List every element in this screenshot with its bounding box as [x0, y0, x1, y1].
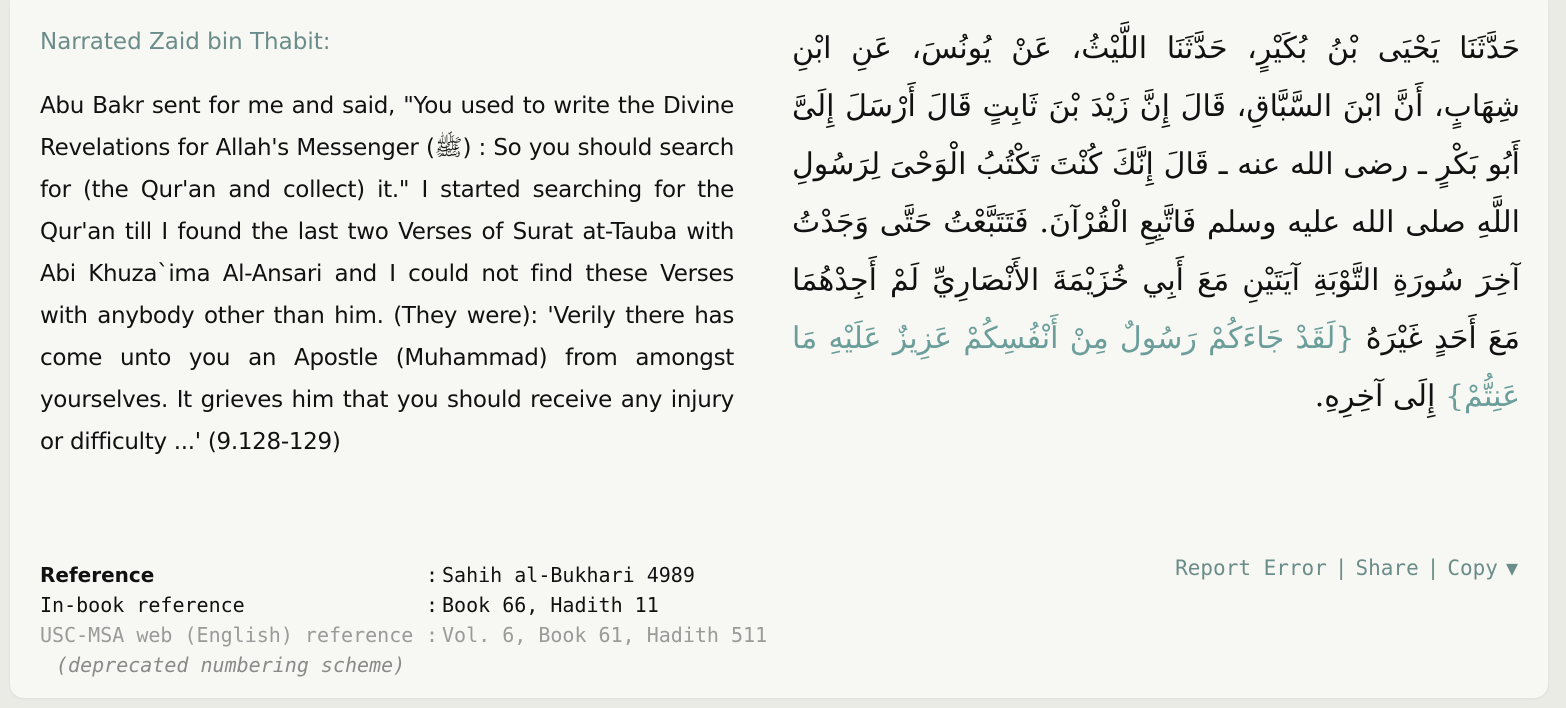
english-section	[40, 26, 734, 463]
in-book-reference-value: Book 66, Hadith 11	[442, 593, 659, 617]
copy-dropdown-icon[interactable]: ▼	[1505, 556, 1518, 580]
report-error-link[interactable]: Report Error	[1175, 556, 1327, 580]
usc-msa-reference-value: Vol. 6, Book 61, Hadith 511	[442, 623, 768, 647]
reference-label: Reference	[40, 563, 155, 587]
deprecated-numbering-note: (deprecated numbering scheme)	[56, 653, 406, 677]
english-hadith-text: Abu Bakr sent for me and said, "You used to write the Divine Revelations for Allah's Messenger (ﷺ) : So you should search for (the Qur'an and collect) it." I started searching for the Qur'an till I found the last two Verses of Surat at-Tauba with Abi Khuza`ima Al-Ansari and I could not find these Verses with anybody other than him. (They were): 'Verily there has come unto you an Apostle (Muhammad) from amongst yourselves. It grieves him that you should receive any injury or difficulty ...' (9.128-129)	[40, 93, 734, 455]
reference-row	[40, 560, 767, 590]
narrator-heading: Narrated Zaid bin Thabit:	[40, 29, 331, 55]
share-link[interactable]: Share	[1355, 556, 1419, 580]
in-book-reference-separator: :	[426, 593, 439, 617]
reference-separator: :	[426, 563, 439, 587]
arabic-section	[792, 20, 1520, 426]
action-separator: |	[1426, 556, 1440, 580]
in-book-reference-row	[40, 590, 767, 620]
usc-msa-reference-separator: :	[426, 623, 439, 647]
reference-value: Sahih al-Bukhari 4989	[442, 563, 695, 587]
copy-link[interactable]: Copy	[1447, 556, 1498, 580]
in-book-reference-label: In-book reference	[40, 593, 245, 617]
action-separator: |	[1334, 556, 1348, 580]
usc-msa-reference-row	[40, 620, 767, 650]
arabic-quran-quote: {لَقَدْ جَاءَكُمْ رَسُولٌ مِنْ أَنْفُسِكُمْ عَزِيزٌ عَلَيْهِ مَا عَنِتُّمْ}	[792, 321, 1520, 414]
hadith-card	[10, 0, 1548, 698]
arabic-hadith-tail: إِلَى آخِرِهِ.	[1314, 379, 1436, 414]
hadith-actions	[1175, 556, 1518, 580]
arabic-hadith-text: حَدَّثَنَا يَحْيَى بْنُ بُكَيْرٍ، حَدَّثَنَا اللَّيْثُ، عَنْ يُونُسَ، عَنِ ابْنِ شِهَابٍ، أَنَّ ابْنَ السَّبَّاقِ، قَالَ إِنَّ زَيْدَ بْنَ ثَابِتٍ قَالَ أَرْسَلَ إِلَىَّ أَبُو بَكْرٍ ـ رضى الله عنه ـ قَالَ إِنَّكَ كُنْتَ تَكْتُبُ الْوَحْىَ لِرَسُولِ اللَّهِ صلى الله عليه وسلم فَاتَّبِعِ الْقُرْآنَ. فَتَتَبَّعْتُ حَتَّى وَجَدْتُ آخِرَ سُورَةِ التَّوْبَةِ آيَتَيْنِ مَعَ أَبِي خُزَيْمَةَ الأَنْصَارِيِّ لَمْ أَجِدْهُمَا مَعَ أَحَدٍ غَيْرَهُ	[792, 31, 1521, 356]
usc-msa-reference-label: USC-MSA web (English) reference	[40, 623, 414, 647]
reference-table	[40, 560, 767, 680]
